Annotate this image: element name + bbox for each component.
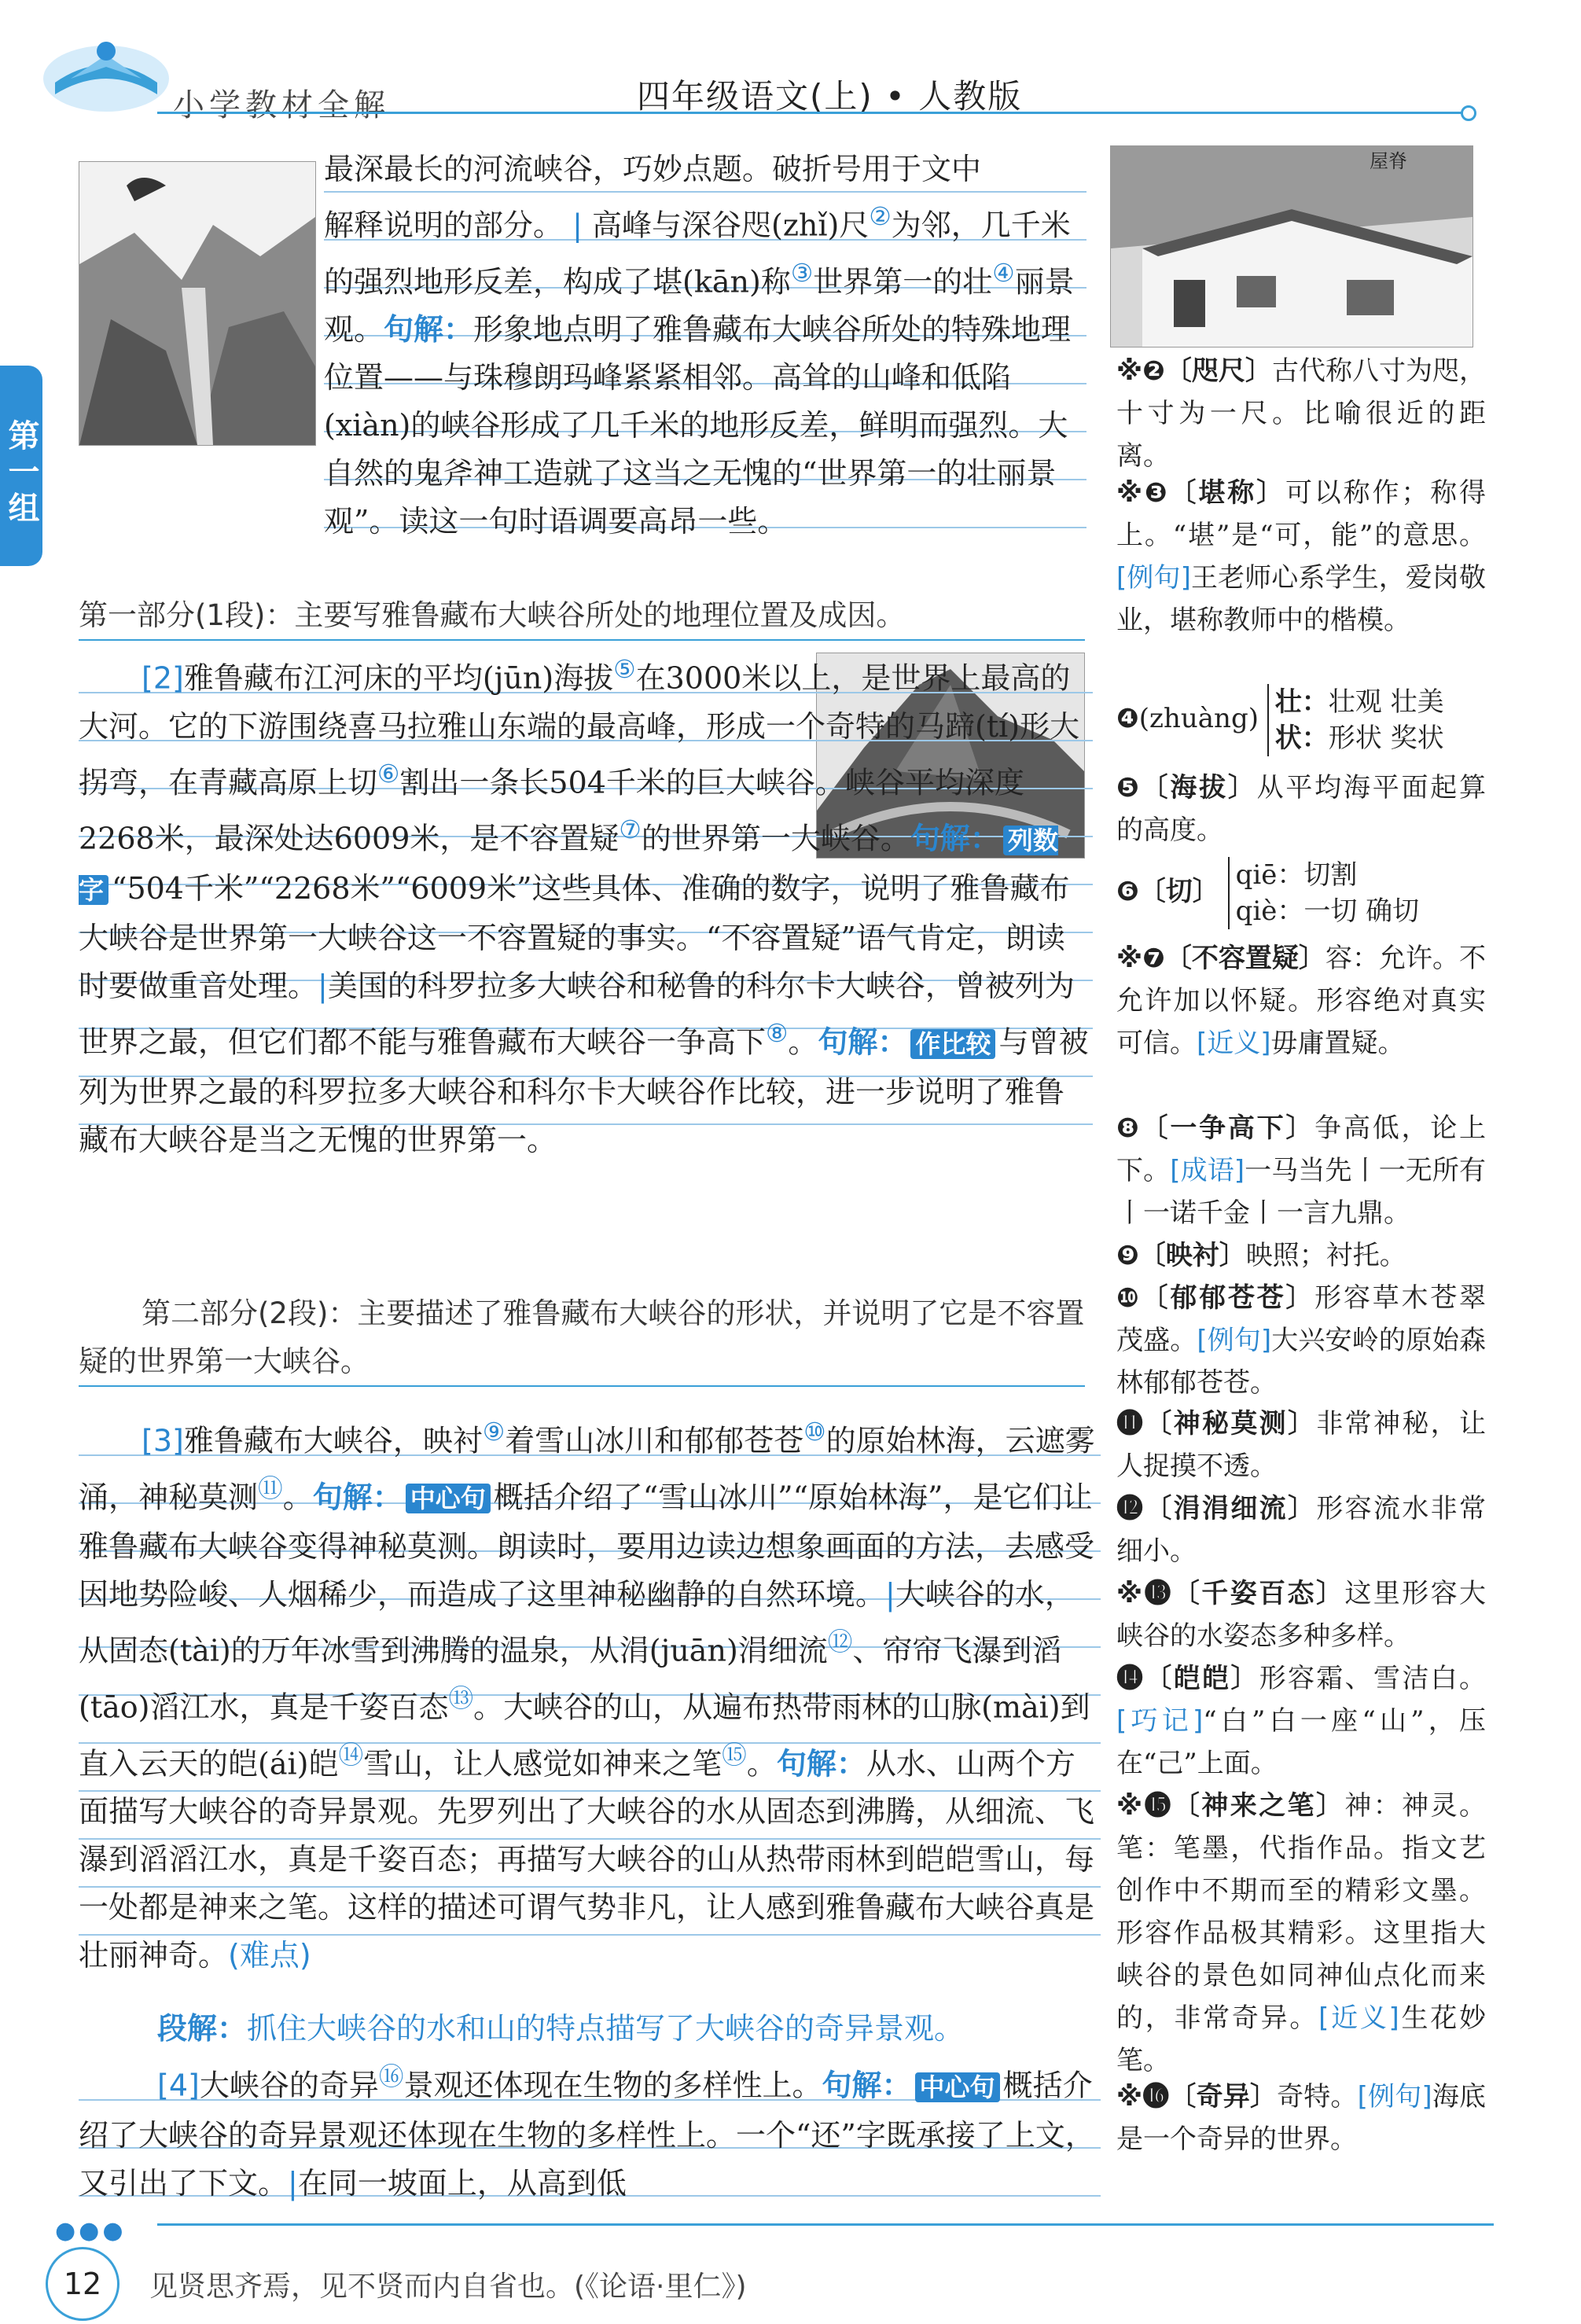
sentence-analysis-label: 句解： — [818, 1024, 908, 1060]
note-word: 〔奇异〕 — [1169, 2081, 1278, 2113]
sentence-analysis-label: 句解： — [312, 1480, 403, 1515]
note-14 — [1116, 1657, 1486, 1785]
note-word: 〔一争高下〕 — [1141, 1112, 1315, 1144]
note-marker: ※❷ — [1116, 355, 1165, 387]
note-word: 〔皑皑〕 — [1145, 1663, 1259, 1694]
header-divider-dot — [1461, 105, 1476, 121]
text-span: 雪山，让人感觉如神来之笔 — [363, 1746, 722, 1782]
text-span: 、帘帘飞瀑到滔(tāo)滔江水，真是千姿百态 — [79, 1633, 1062, 1725]
note-example: 毋庸置疑。 — [1270, 1028, 1405, 1059]
analysis-text: 概括介绍了“雪山冰川”“原始林海”，是它们让雅鲁藏布大峡谷变得神秘莫测。朗读时，要用边读边想象画面的方法，去感受因地势险峻、人烟稀少，而造成了这里神秘幽静的自然环境。 — [79, 1480, 1095, 1612]
part-1-summary: 第一部分(1段)：主要写雅鲁藏布大峡谷所处的地理位置及成因。 — [79, 591, 1085, 641]
footnote-marker: ② — [869, 203, 892, 231]
analysis-text: 概括介绍了大峡谷的奇异景观还体现在生物的多样性上。一个“还”字既承接了上文，又引出了下文。 — [79, 2068, 1095, 2201]
technique-tag: 作比较 — [910, 1029, 995, 1059]
note-3 — [1116, 472, 1486, 642]
paragraph-analysis-label: 段解： — [157, 2011, 248, 2046]
text-span: 在3000米以上，是世界上最高的大河。它的下游围绕喜马拉雅山东端的最高峰，形成一个奇特的马蹄(tí)形大拐弯，在青藏高原上切 — [79, 660, 1080, 800]
paragraph-1-continuation — [324, 145, 1086, 546]
note-text: 从平均海平面起算的高度。 — [1116, 772, 1487, 846]
note-marker: ❹ — [1116, 703, 1139, 734]
note-word: 〔千姿百态〕 — [1172, 1578, 1345, 1609]
note-example: 大兴安岭的原始森林郁郁苍苍。 — [1116, 1325, 1487, 1399]
note-text: 形容流水非常细小。 — [1116, 1493, 1487, 1567]
text-span: 大峡谷的奇异 — [199, 2068, 379, 2103]
page-number: 12 — [46, 2247, 119, 2321]
note-word: 〔咫尺〕 — [1164, 355, 1272, 387]
note-text: 神：神灵。笔：笔墨，代指作品。指文艺创作中不期而至的精彩文墨。形容作品极其精彩。这里指大峡谷的景色如同神仙点化而来的，非常奇异。 — [1116, 1790, 1487, 2034]
text-span: 雅鲁藏布江河床的平均(jūn)海拔 — [183, 660, 614, 696]
footer-divider — [157, 2223, 1494, 2226]
text-span: 的原始林海，云遮雾涌，神秘莫测 — [79, 1423, 1095, 1515]
note-word: 〔映衬〕 — [1138, 1240, 1246, 1271]
paragraph-3 — [79, 1409, 1101, 1980]
note-text: 形容霜、雪洁白。 — [1259, 1663, 1487, 1694]
footnote-marker: ⑪ — [258, 1474, 283, 1503]
text-span: 。 — [746, 1746, 777, 1782]
note-example: 一马当先丨一无所有丨一诺千金丨一言九鼎。 — [1116, 1155, 1487, 1229]
difficulty-marker: (难点) — [228, 1938, 311, 1973]
note-text: 这里形容大峡谷的水姿态多种多样。 — [1116, 1578, 1487, 1652]
text-span: 丽景观。 — [324, 264, 1075, 347]
text-span: 景观还体现在生物的多样性上。 — [403, 2068, 822, 2103]
note-example: 王老师心系学生，爱岗敬业，堪称教师中的楷模。 — [1116, 562, 1487, 636]
note-marker: ❽ — [1116, 1112, 1142, 1144]
book-logo-icon — [39, 24, 173, 118]
note-marker: ⓫ — [1116, 1408, 1145, 1440]
note-2 — [1116, 350, 1486, 477]
example-label: [例句] — [1116, 562, 1191, 594]
note-16 — [1116, 2076, 1486, 2160]
note-4 — [1116, 684, 1486, 756]
technique-tag: 中心句 — [406, 1484, 491, 1513]
note-marker: ※⓯ — [1116, 1790, 1173, 1822]
paragraph-2 — [79, 646, 1093, 1164]
note-11 — [1116, 1403, 1486, 1487]
footnote-marker: ⑩ — [803, 1418, 826, 1447]
note-text: qiē：切割 — [1235, 859, 1358, 891]
photo-caption: 屋脊 — [1370, 150, 1407, 172]
text-span: 着雪山冰川和郁郁苍苍 — [505, 1423, 804, 1458]
note-text: 容：允许。不允许加以怀疑。形容绝对真实可信。 — [1116, 943, 1487, 1059]
note-example: 生花妙笔。 — [1116, 2002, 1487, 2076]
page-header — [0, 0, 1581, 134]
text-span: 。 — [788, 1024, 818, 1060]
footnote-marker: ⑨ — [482, 1418, 506, 1447]
memory-tip-label: [巧记] — [1116, 1705, 1204, 1737]
analysis-text: 与曾被列为世界之最的科罗拉多大峡谷和科尔卡大峡谷作比较，进一步说明了雅鲁藏布大峡谷是当之无愧的世界第一。 — [79, 1024, 1089, 1157]
note-word: 〔不容置疑〕 — [1164, 943, 1325, 974]
house-photo-wrap — [1110, 145, 1472, 346]
example-label: [例句] — [1197, 1325, 1272, 1356]
sentence-divider: | — [318, 968, 328, 1003]
note-example: “白”白一座“山”，压在“己”上面。 — [1116, 1705, 1487, 1779]
text-span: 在同一坡面上，从高到低 — [297, 2165, 627, 2201]
paragraph-number: [2] — [142, 660, 184, 696]
paragraph-number: [4] — [157, 2068, 200, 2103]
note-text: 古代称八寸为咫，十寸为一尺。比喻很近的距离。 — [1116, 355, 1487, 472]
note-9 — [1116, 1234, 1486, 1277]
footnote-marker: ⑤ — [613, 656, 636, 684]
paragraph-number: [3] — [142, 1423, 184, 1458]
analysis-text: “504千米”“2268米”“6009米”这些具体、准确的数字，说明了雅鲁藏布大峡谷是世界第一大峡谷这一不容置疑的事实。“不容置疑”语气肯定，朗读时要做重音处理。 — [79, 870, 1070, 1003]
note-word: 〔切〕 — [1138, 876, 1219, 907]
note-marker: ⓬ — [1116, 1493, 1145, 1524]
canyon-photo-1 — [79, 161, 316, 446]
synonym-label: [近义] — [1318, 2002, 1399, 2034]
footnote-marker: ⑧ — [766, 1019, 789, 1048]
footnote-marker: ⑦ — [619, 816, 642, 845]
note-marker: ❻ — [1116, 876, 1139, 907]
note-text: 壮观 壮美 — [1328, 686, 1444, 718]
note-text: 可以称作；称得上。“堪”是“可，能”的意思。 — [1116, 477, 1487, 551]
note-10 — [1116, 1277, 1486, 1404]
note-marker: ※⓭ — [1116, 1578, 1173, 1609]
sentence-analysis-label: 句解： — [910, 821, 1000, 856]
note-word: 状： — [1274, 723, 1329, 754]
text-line: 解释说明的部分。 — [324, 208, 564, 243]
paragraph-analysis-text: 抓住大峡谷的水和山的特点描写了大峡谷的奇异景观。 — [247, 2011, 965, 2046]
note-12 — [1116, 1487, 1486, 1572]
example-label: [例句] — [1357, 2081, 1432, 2113]
analysis-text: 从水、山两个方面描写大峡谷的奇异景观。先罗列出了大峡谷的水从固态到沸腾，从细流、飞瀑到滔滔江水，真是千姿百态；再描写大峡谷的山从热带雨林到皑皑雪山，每一处都是神来之笔。这样的描述可谓气势非凡，让人感到雅鲁藏布大峡谷真是壮丽神奇。 — [79, 1746, 1095, 1973]
note-word: 〔海拔〕 — [1141, 772, 1257, 803]
text-span: 割出一条长504千米的巨大峡谷。峡谷平均深度2268米，最深处达6009米，是不容置疑 — [79, 765, 1024, 856]
footnote-marker: ⑥ — [377, 759, 400, 789]
text-span: 为邻，几千米的强烈地形反差，构成了堪(kān)称 — [324, 208, 1071, 300]
unit-side-tab: 第一组 — [0, 366, 42, 566]
technique-tag: 列数字 — [79, 825, 1058, 905]
text-span: 大峡谷的水，从固态(tài)的万年冰雪到沸腾的温泉，从涓(juān)涓细流 — [79, 1577, 1075, 1668]
house-photo — [1110, 145, 1473, 347]
note-7 — [1116, 937, 1486, 1065]
note-marker: ※⓰ — [1116, 2081, 1170, 2113]
footnote-marker: ⑬ — [448, 1684, 474, 1713]
note-6 — [1116, 857, 1486, 929]
note-text: 争高低，论上下。 — [1116, 1112, 1487, 1186]
note-example: 海底是一个奇异的世界。 — [1116, 2081, 1486, 2155]
footnote-marker: ④ — [992, 259, 1015, 288]
text-span: 美国的科罗拉多大峡谷和秘鲁的科尔卡大峡谷，曾被列为世界之最，但它们都不能与雅鲁藏布大峡谷一争高下 — [79, 968, 1075, 1060]
note-pinyin: (zhuàng) — [1138, 703, 1259, 734]
note-text: 奇特。 — [1277, 2081, 1358, 2113]
text-span: 雅鲁藏布大峡谷，映衬 — [183, 1423, 483, 1458]
sentence-analysis-label: 句解： — [822, 2068, 912, 2103]
header-title: 四年级语文(上) • 人教版 — [637, 77, 1023, 116]
sentence-divider: | — [572, 208, 583, 243]
note-word: 〔堪称〕 — [1169, 477, 1285, 509]
text-span: 。 — [282, 1480, 313, 1515]
sentence-analysis-label: 句解： — [776, 1746, 866, 1782]
note-word: 〔神秘莫测〕 — [1145, 1408, 1317, 1440]
sentence-divider: | — [885, 1577, 895, 1612]
technique-tag: 中心句 — [915, 2072, 1000, 2102]
note-word: 〔涓涓细流〕 — [1145, 1493, 1317, 1524]
note-marker: ❾ — [1116, 1240, 1139, 1271]
note-marker: ❿ — [1116, 1282, 1142, 1314]
sentence-divider: | — [288, 2165, 298, 2201]
brand-name: 小学教材全解 — [173, 87, 390, 123]
footnote-marker: ③ — [790, 259, 814, 288]
note-marker: ❺ — [1116, 772, 1142, 803]
note-5 — [1116, 767, 1486, 851]
note-13 — [1116, 1572, 1486, 1657]
paragraph-analysis — [79, 2005, 1101, 2053]
text-span: 。大峡谷的山，从遍布热带雨林的山脉(mài)到直入云天的皑(ái)皑 — [79, 1690, 1090, 1782]
note-marker: ⓮ — [1116, 1663, 1145, 1694]
idiom-label: [成语] — [1170, 1155, 1245, 1186]
footnote-marker: ⑭ — [338, 1741, 364, 1770]
sentence-analysis-label: 句解： — [384, 312, 474, 347]
note-marker: ※❸ — [1116, 477, 1170, 509]
header-divider — [157, 112, 1462, 114]
analysis-text: 形象地点明了雅鲁藏布大峡谷所处的特殊地理位置——与珠穆朗玛峰紧紧相邻。高耸的山峰和低陷(xiàn)的峡谷形成了几千米的地形反差，鲜明而强烈。大自然的鬼斧神工造就了这当之无愧的“世界第一的壮丽景观”。读这一句时语调要高昂一些。 — [324, 312, 1072, 539]
note-text: 非常神秘，让人捉摸不透。 — [1116, 1408, 1487, 1482]
note-text: 映照；衬托。 — [1245, 1240, 1406, 1271]
note-word: 壮： — [1274, 686, 1329, 718]
note-text: 形状 奖状 — [1328, 723, 1444, 754]
note-text: qiè：一切 确切 — [1235, 895, 1420, 927]
note-text: 形容草木苍翠茂盛。 — [1116, 1282, 1487, 1356]
part-2-summary: 第二部分(2段)：主要描述了雅鲁藏布大峡谷的形状，并说明了它是不容置疑的世界第一大峡谷。 — [79, 1289, 1085, 1387]
footer-dots: ●●● — [55, 2217, 127, 2245]
synonym-label: [近义] — [1197, 1028, 1271, 1059]
footnote-marker: ⑯ — [378, 2063, 404, 2091]
footer-quote: 见贤思齐焉，见不贤而内自省也。(《论语·里仁》) — [149, 2271, 747, 2303]
footnote-marker: ⑫ — [827, 1628, 853, 1657]
note-word: 〔神来之笔〕 — [1172, 1790, 1345, 1822]
note-word: 〔郁郁苍苍〕 — [1141, 1282, 1315, 1314]
text-line: 最深最长的河流峡谷，巧妙点题。破折号用于文中 — [324, 152, 982, 186]
text-span: 高峰与深谷咫(zhǐ)尺 — [592, 208, 870, 243]
note-8 — [1116, 1107, 1486, 1234]
text-span: 世界第一的壮 — [813, 264, 993, 300]
note-15 — [1116, 1785, 1486, 2082]
paragraph-4 — [79, 2054, 1101, 2208]
note-marker: ※❼ — [1116, 943, 1165, 974]
footnote-marker: ⑮ — [722, 1741, 747, 1770]
text-span: 的世界第一大峡谷。 — [641, 821, 910, 856]
